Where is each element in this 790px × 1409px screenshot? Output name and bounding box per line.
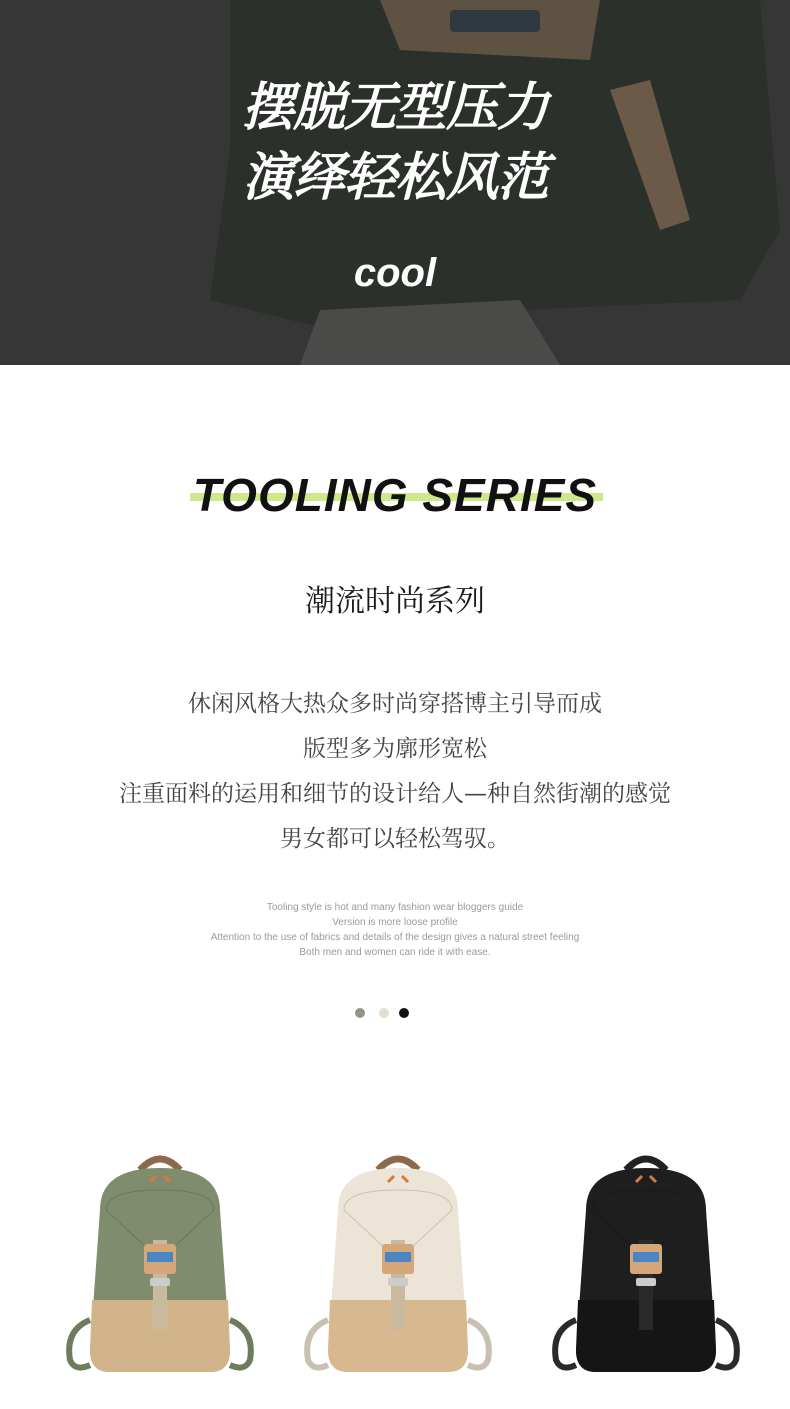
- backpack-icon: [546, 1150, 746, 1380]
- description-en-line: Both men and women can ride it with ease.: [299, 947, 491, 958]
- description-en: [0, 900, 790, 960]
- description-en-line: Version is more loose profile: [332, 917, 458, 928]
- description-cn-line: 注重面料的运用和细节的设计给人—种自然街潮的感觉: [119, 781, 671, 807]
- description-cn-line: 男女都可以轻松驾驭。: [280, 826, 510, 852]
- description-en-line: Tooling style is hot and many fashion wear bloggers guide: [266, 902, 524, 913]
- description-cn: [0, 682, 790, 862]
- green-backpack-image: [60, 1150, 260, 1380]
- hero-headline-line-1: 摆脱无型压力: [241, 78, 548, 138]
- color-dot-green[interactable]: [355, 1008, 365, 1018]
- hero-tag: cool: [353, 251, 437, 295]
- description-en-line: Attention to the use of fabrics and details of the design gives a natural street feeling: [210, 932, 580, 943]
- black-backpack-image: [546, 1150, 746, 1380]
- backpack-icon: [298, 1150, 498, 1380]
- color-dot-beige[interactable]: [379, 1008, 389, 1018]
- series-title: TOOLING SERIES: [192, 469, 598, 521]
- color-dots: [355, 1008, 415, 1018]
- hero-headline-line-2: 演绎轻松风范: [241, 148, 548, 208]
- series-subtitle: 潮流时尚系列: [305, 584, 485, 619]
- hero-banner: [0, 0, 790, 365]
- description-cn-line: 版型多为廓形宽松: [303, 736, 487, 762]
- backpack-icon: [60, 1150, 260, 1380]
- description-cn-line: 休闲风格大热众多时尚穿搭博主引导而成: [188, 691, 602, 717]
- series-heading: [0, 462, 790, 532]
- beige-backpack-image: [298, 1150, 498, 1380]
- color-dot-black[interactable]: [399, 1008, 409, 1018]
